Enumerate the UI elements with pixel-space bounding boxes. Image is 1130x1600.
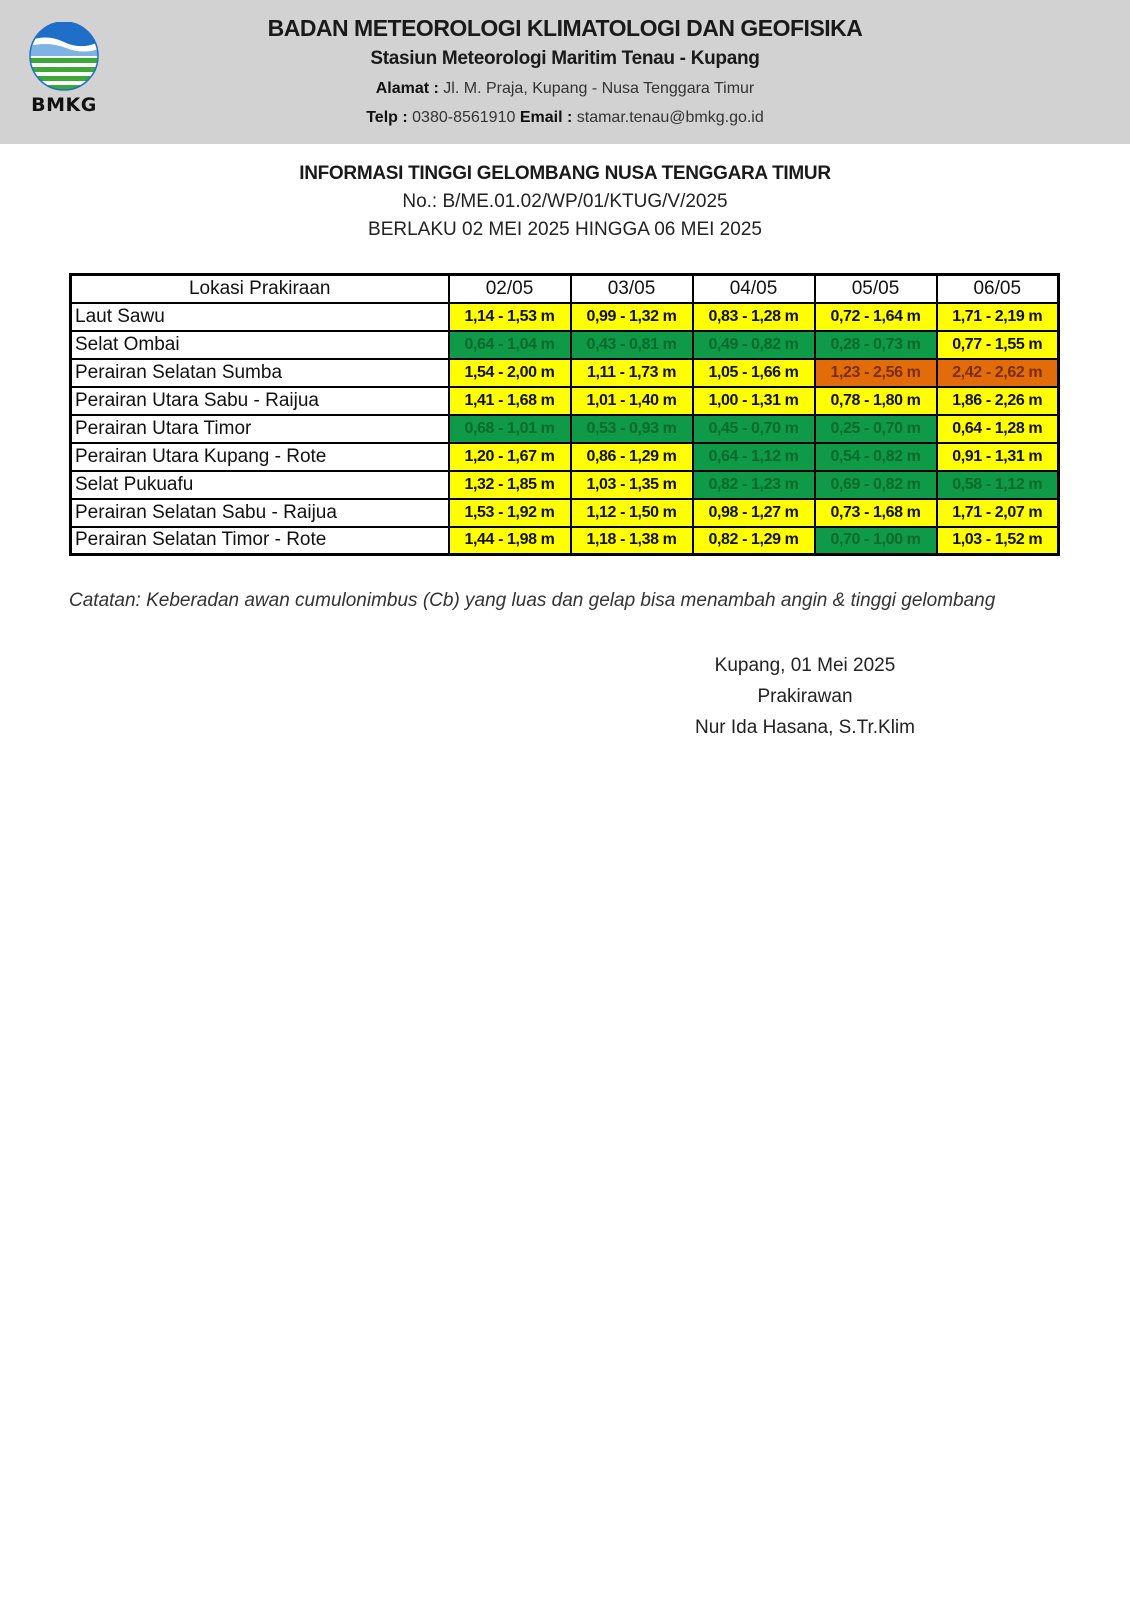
address-line <box>180 74 950 103</box>
wave-cell: 1,20 - 1,67 m <box>449 443 571 471</box>
wave-cell: 0,54 - 0,82 m <box>815 443 937 471</box>
wave-cell: 1,71 - 2,19 m <box>937 303 1059 331</box>
wave-cell: 0,69 - 0,82 m <box>815 471 937 499</box>
wave-cell: 1,71 - 2,07 m <box>937 499 1059 527</box>
footnote: Catatan: Keberadan awan cumulonimbus (Cb) yang luas dan gelap bisa menambah angin & tinggi gelombang <box>69 590 996 611</box>
location-cell: Perairan Selatan Sabu - Raijua <box>71 499 449 527</box>
phone-label: Telp : <box>366 109 408 126</box>
wave-cell: 0,25 - 0,70 m <box>815 415 937 443</box>
wave-cell: 0,70 - 1,00 m <box>815 527 937 555</box>
wave-cell: 1,14 - 1,53 m <box>449 303 571 331</box>
location-cell: Selat Pukuafu <box>71 471 449 499</box>
signature-block <box>680 650 930 743</box>
organization-name: BADAN METEOROLOGI KLIMATOLOGI DAN GEOFISIKA <box>267 15 863 41</box>
wave-cell: 0,68 - 1,01 m <box>449 415 571 443</box>
table-row <box>71 443 1059 471</box>
wave-cell: 0,64 - 1,28 m <box>937 415 1059 443</box>
email-value: stamar.tenau@bmkg.go.id <box>576 109 764 126</box>
wave-cell: 0,83 - 1,28 m <box>693 303 815 331</box>
table-header-row <box>71 275 1059 303</box>
wave-cell: 0,49 - 0,82 m <box>693 331 815 359</box>
wave-cell: 1,18 - 1,38 m <box>571 527 693 555</box>
station-name: Stasiun Meteorologi Maritim Tenau - Kupang <box>370 48 760 69</box>
wave-cell: 0,43 - 0,81 m <box>571 331 693 359</box>
document-validity: BERLAKU 02 MEI 2025 HINGGA 06 MEI 2025 <box>368 219 762 240</box>
column-header-date: 02/05 <box>449 275 571 303</box>
wave-cell: 0,72 - 1,64 m <box>815 303 937 331</box>
wave-cell: 1,05 - 1,66 m <box>693 359 815 387</box>
wave-cell: 0,64 - 1,12 m <box>693 443 815 471</box>
wave-cell: 0,64 - 1,04 m <box>449 331 571 359</box>
letterhead <box>0 0 1130 144</box>
signature-role: Prakirawan <box>757 686 853 707</box>
wave-cell: 0,82 - 1,29 m <box>693 527 815 555</box>
document-number: No.: B/ME.01.02/WP/01/KTUG/V/2025 <box>402 191 728 212</box>
wave-cell: 1,11 - 1,73 m <box>571 359 693 387</box>
wave-cell: 0,53 - 0,93 m <box>571 415 693 443</box>
address-value: Jl. M. Praja, Kupang - Nusa Tenggara Timur <box>443 80 755 97</box>
wave-cell: 1,00 - 1,31 m <box>693 387 815 415</box>
wave-cell: 1,44 - 1,98 m <box>449 527 571 555</box>
bmkg-logo <box>24 22 104 122</box>
address-label: Alamat : <box>375 80 439 97</box>
wave-cell: 1,03 - 1,52 m <box>937 527 1059 555</box>
wave-cell: 0,45 - 0,70 m <box>693 415 815 443</box>
wave-cell: 1,03 - 1,35 m <box>571 471 693 499</box>
wave-cell: 0,58 - 1,12 m <box>937 471 1059 499</box>
document-heading <box>180 160 950 244</box>
signature-place-date: Kupang, 01 Mei 2025 <box>714 655 896 676</box>
wave-cell: 1,32 - 1,85 m <box>449 471 571 499</box>
wave-cell: 2,42 - 2,62 m <box>937 359 1059 387</box>
location-cell: Selat Ombai <box>71 331 449 359</box>
table-row <box>71 527 1059 555</box>
location-cell: Perairan Selatan Timor - Rote <box>71 527 449 555</box>
contact-line <box>180 103 950 132</box>
location-cell: Perairan Utara Sabu - Raijua <box>71 387 449 415</box>
email-label: Email : <box>519 109 573 126</box>
column-header-date: 05/05 <box>815 275 937 303</box>
logo-wordmark: BMKG <box>31 94 97 116</box>
location-cell: Perairan Utara Timor <box>71 415 449 443</box>
column-header-date: 06/05 <box>937 275 1059 303</box>
document-title: INFORMASI TINGGI GELOMBANG NUSA TENGGARA TIMUR <box>299 163 831 184</box>
table-row <box>71 359 1059 387</box>
table-row <box>71 331 1059 359</box>
bmkg-emblem-icon <box>24 22 104 92</box>
column-header-date: 04/05 <box>693 275 815 303</box>
location-cell: Perairan Utara Kupang - Rote <box>71 443 449 471</box>
wave-cell: 1,86 - 2,26 m <box>937 387 1059 415</box>
wave-cell: 0,82 - 1,23 m <box>693 471 815 499</box>
wave-cell: 0,86 - 1,29 m <box>571 443 693 471</box>
location-cell: Laut Sawu <box>71 303 449 331</box>
wave-cell: 1,54 - 2,00 m <box>449 359 571 387</box>
wave-cell: 0,91 - 1,31 m <box>937 443 1059 471</box>
table-row <box>71 387 1059 415</box>
wave-cell: 1,53 - 1,92 m <box>449 499 571 527</box>
wave-cell: 0,98 - 1,27 m <box>693 499 815 527</box>
phone-value: 0380-8561910 <box>412 109 516 126</box>
table-row <box>71 471 1059 499</box>
signature-name: Nur Ida Hasana, S.Tr.Klim <box>695 717 915 738</box>
wave-cell: 0,99 - 1,32 m <box>571 303 693 331</box>
table-row <box>71 415 1059 443</box>
wave-cell: 0,73 - 1,68 m <box>815 499 937 527</box>
column-header-date: 03/05 <box>571 275 693 303</box>
wave-cell: 0,77 - 1,55 m <box>937 331 1059 359</box>
wave-cell: 1,23 - 2,56 m <box>815 359 937 387</box>
wave-height-table <box>69 273 1060 556</box>
wave-cell: 1,41 - 1,68 m <box>449 387 571 415</box>
table-row <box>71 303 1059 331</box>
location-cell: Perairan Selatan Sumba <box>71 359 449 387</box>
wave-cell: 0,78 - 1,80 m <box>815 387 937 415</box>
letterhead-text <box>180 12 950 132</box>
wave-cell: 0,28 - 0,73 m <box>815 331 937 359</box>
wave-cell: 1,12 - 1,50 m <box>571 499 693 527</box>
table-row <box>71 499 1059 527</box>
column-header-location: Lokasi Prakiraan <box>71 275 449 303</box>
wave-cell: 1,01 - 1,40 m <box>571 387 693 415</box>
